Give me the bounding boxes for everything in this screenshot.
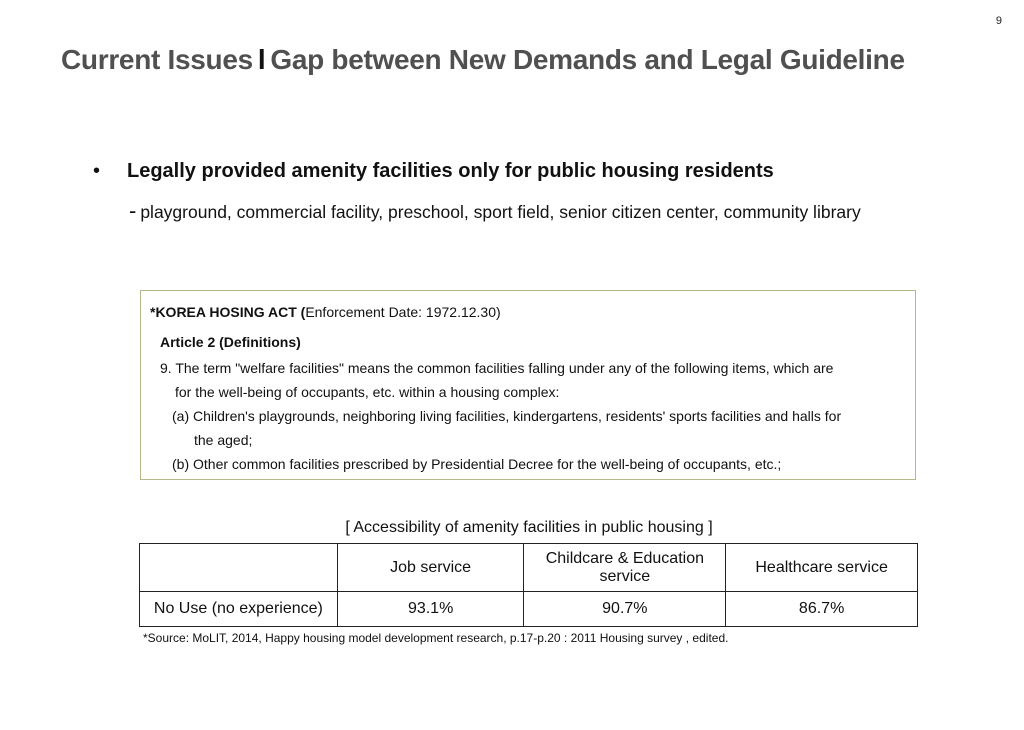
table-row — [140, 592, 918, 627]
bullet-detail-text: playground, commercial facility, preschool, sport field, senior citizen center, community library — [140, 202, 861, 222]
act-item-a-line2: the aged; — [194, 432, 253, 448]
bullet-heading-text: Legally provided amenity facilities only for public housing residents — [127, 160, 774, 182]
bullet-detail — [129, 198, 861, 224]
table-cell: 93.1% — [337, 592, 524, 627]
bullet-icon: • — [93, 160, 101, 182]
table-cell: 86.7% — [726, 592, 918, 627]
table-header-cell: Job service — [337, 544, 524, 592]
act-item-9-line1: 9. The term "welfare facilities" means the common facilities falling under any of the following items, which are — [160, 360, 834, 376]
title-separator: l — [257, 44, 266, 75]
act-name: *KOREA HOSING ACT ( — [150, 304, 306, 320]
accessibility-table — [139, 543, 918, 627]
act-item-b: (b) Other common facilities prescribed by Presidential Decree for the well-being of occupants, etc.; — [172, 456, 782, 472]
dash-icon: - — [129, 198, 137, 223]
page-number: 9 — [995, 15, 1002, 27]
act-header — [150, 304, 501, 320]
table-cell: 90.7% — [524, 592, 726, 627]
act-item-a-line1: (a) Children's playgrounds, neighboring living facilities, kindergartens, residents' sports facilities and halls for — [172, 408, 842, 424]
table-row-label: No Use (no experience) — [140, 592, 338, 627]
act-item-9-line2: for the well-being of occupants, etc. within a housing complex: — [175, 384, 560, 400]
title-topic: Gap between New Demands and Legal Guideline — [270, 44, 905, 75]
housing-act-box — [140, 290, 916, 480]
source-note: *Source: MoLIT, 2014, Happy housing model development research, p.17-p.20 : 2011 Housing survey , edited. — [143, 631, 729, 645]
page-title — [61, 44, 905, 76]
act-enforcement-date: Enforcement Date: 1972.12.30) — [305, 304, 501, 320]
bullet-heading — [93, 160, 774, 183]
table-caption: [ Accessibility of amenity facilities in public housing ] — [345, 519, 713, 536]
table-header-cell: Childcare & Education service — [524, 544, 726, 592]
table-header-cell — [140, 544, 338, 592]
act-article-title: Article 2 (Definitions) — [160, 334, 301, 350]
table-header-cell: Healthcare service — [726, 544, 918, 592]
table-header-row — [140, 544, 918, 592]
title-section: Current Issues — [61, 44, 253, 75]
